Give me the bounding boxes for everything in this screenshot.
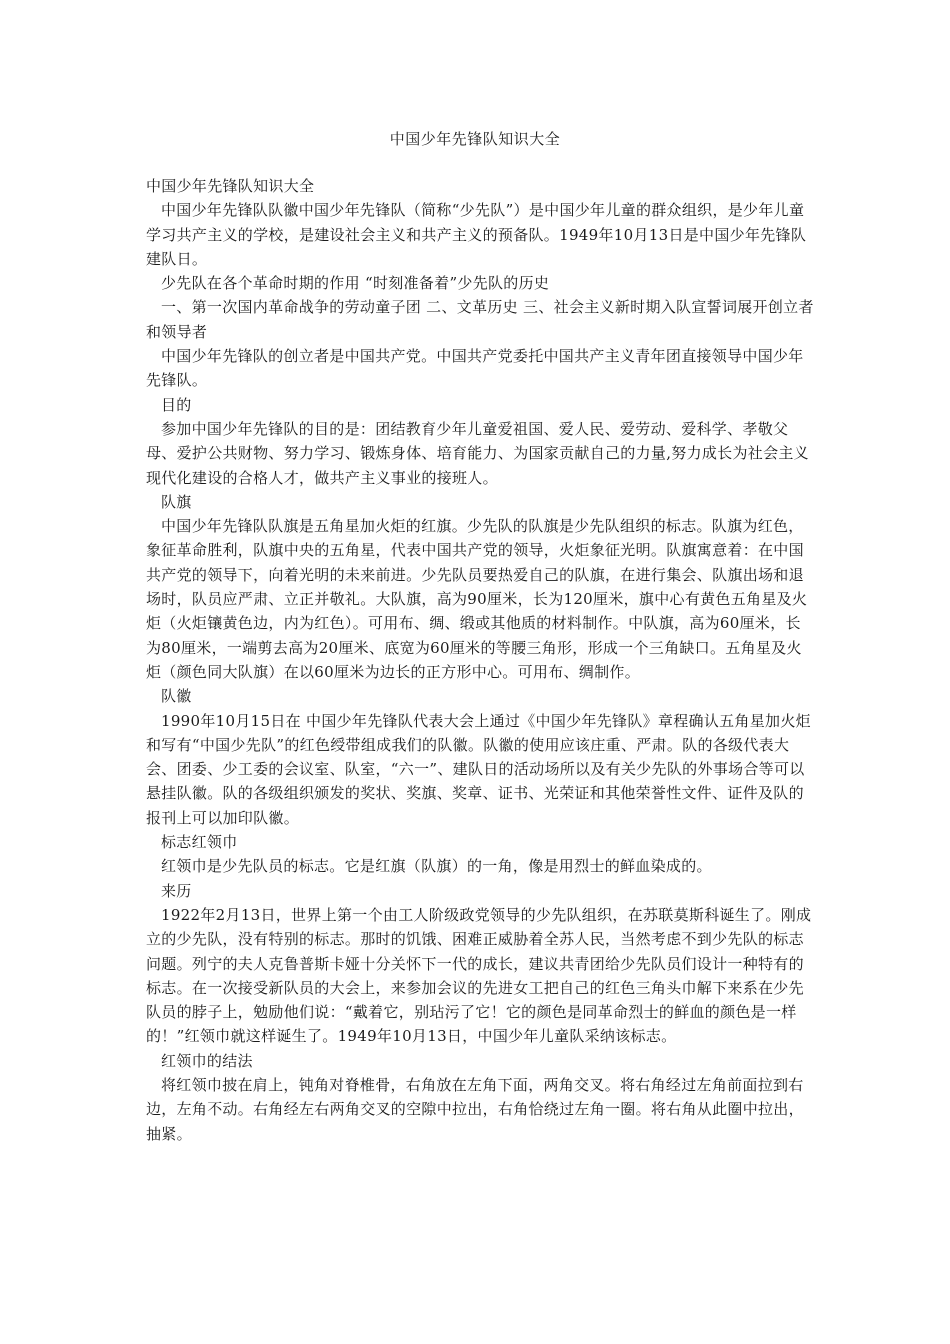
document-body [146, 174, 814, 1146]
origin-paragraph: 1922年2月13日，世界上第一个由工人阶级政党领导的少先队组织，在苏联莫斯科诞生了。刚成立的少先队，没有特别的标志。那时的饥饿、困难正威胁着全苏人民，当然考虑不到少先队的标志问题。列宁的夫人克鲁普斯卡娅十分关怀下一代的成长，建议共青团给少先队员们设计一种特有的标志。在一次接受新队员的大会上，来参加会议的先进女工把自己的红色三角头巾解下来系在少先队员的脖子上，勉励他们说：“戴着它，别玷污了它！它的颜色是同革命烈士的鲜血的颜色是一样的！”红领巾就这样诞生了。1949年10月13日，中国少年儿童队采纳该标志。 [146, 905, 812, 1046]
founder-paragraph: 中国少年先锋队的创立者是中国共产党。中国共产党委托中国共产主义青年团直接领导中国少年先锋队。 [146, 347, 804, 390]
knot-heading: 红领巾的结法 [161, 1051, 253, 1070]
knot-paragraph: 将红领巾披在肩上，钝角对脊椎骨，右角放在左角下面，两角交叉。将右角经过左角前面拉到右边，左角不动。右角经左右两角交叉的空隙中拉出，右角恰绕过左角一圈。将右角从此圈中拉出，抽紧。 [146, 1075, 804, 1143]
purpose-paragraph: 参加中国少年先锋队的目的是：团结教育少年儿童爱祖国、爱人民、爱劳动、爱科学、孝敬父母、爱护公共财物、努力学习、锻炼身体、培育能力、为国家贡献自己的力量,努力成长为社会主义现代化建设的合格人才，做共产主义事业的接班人。 [146, 419, 809, 487]
flag-paragraph: 中国少年先锋队队旗是五角星加火炬的红旗。少先队的队旗是少先队组织的标志。队旗为红色，象征革命胜利，队旗中央的五角星，代表中国共产党的领导，火炬象征光明。队旗寓意着：在中国共产党的领导下，向着光明的未来前进。少先队员要热爱自己的队旗，在进行集会、队旗出场和退场时，队员应严肃、立正并敬礼。大队旗，高为90厘米，长为120厘米，旗中心有黄色五角星及火炬（火炬镶黄色边，内为红色）。可用布、绸、缎或其他质的材料制作。中队旗，高为60厘米，长为80厘米，一端剪去高为20厘米、底宽为60厘米的等腰三角形，形成一个三角缺口。五角星及火炬（颜色同大队旗）在以60厘米为边长的正方形中心。可用布、绸制作。 [146, 517, 808, 681]
purpose-heading: 目的 [161, 395, 192, 414]
flag-heading: 队旗 [161, 492, 192, 511]
scarf-heading: 标志红领巾 [161, 833, 238, 852]
intro-paragraph: 中国少年先锋队队徽中国少年先锋队（简称“少先队”）是中国少年儿童的群众组织，是少年儿童学习共产主义的学校，是建设社会主义和共产主义的预备队。1949年10月13日是中国少年先锋队建队日。 [146, 201, 807, 268]
subtitle-paragraph: 中国少年先锋队知识大全 [146, 177, 315, 195]
role-heading: 少先队在各个革命时期的作用 “时刻准备着”少先队的历史 [161, 274, 550, 293]
history-list-paragraph: 一、第一次国内革命战争的劳动童子团 二、文革历史 三、社会主义新时期入队宣誓词展开创立者和领导者 [146, 298, 814, 341]
emblem-heading: 队徽 [161, 687, 192, 706]
scarf-paragraph: 红领巾是少先队员的标志。它是红旗（队旗）的一角，像是用烈士的鲜血染成的。 [161, 857, 712, 876]
document-title: 中国少年先锋队知识大全 [389, 130, 561, 148]
emblem-paragraph: 1990年10月15日在 中国少年先锋队代表大会上通过《中国少年先锋队》章程确认五角星加火炬和写有“中国少先队”的红色绶带组成我们的队徽。队徽的使用应该庄重、严肃。队的各级代表大会、团委、少工委的会议室、队室，“六一”、建队日的活动场所以及有关少先队的外事场合等可以悬挂队徽。队的各级组织颁发的奖状、奖旗、奖章、证书、光荣证和其他荣誉性文件、证件及队的报刊上可以加印队徽。 [146, 711, 811, 827]
origin-heading: 来历 [161, 881, 192, 900]
